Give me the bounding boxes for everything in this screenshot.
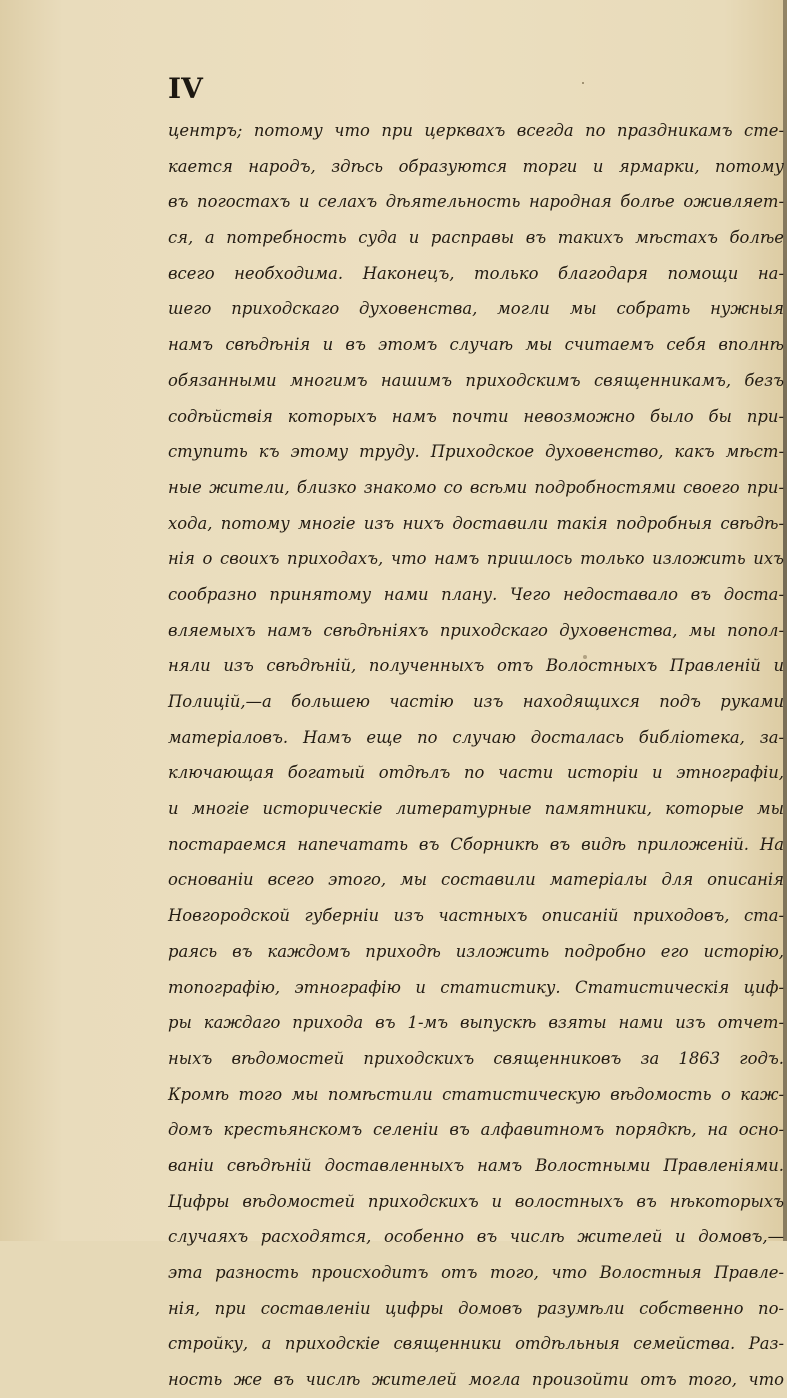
text-line: ваніи свѣдѣній доставленныхъ намъ Волостными Правленіями. (168, 1155, 784, 1175)
text-line: постараемся напечатать въ Сборникѣ въ видѣ приложеній. На (168, 834, 784, 854)
text-line: и многіе историческіе литературные памятники, которые мы (168, 799, 784, 819)
text-line: эта разность происходитъ отъ того, что Волостныя Правле- (168, 1263, 784, 1282)
text-line: топографію, этнографію и статистику. Статистическія циф- (168, 977, 784, 997)
text-line: матеріаловъ. Намъ еще по случаю досталась библіотека, за- (168, 727, 784, 747)
text-line: Полицій,—а большею частію изъ находящихся подъ руками (168, 692, 784, 711)
text-line: центръ; потому что при церквахъ всегда по праздникамъ сте- (168, 121, 784, 140)
text-line: ключающая богатый отдѣлъ по части исторіи и этнографіи, (168, 763, 784, 783)
text-line: содѣйствія которыхъ намъ почти невозможно было бы при- (168, 406, 784, 426)
text-line: ступить къ этому труду. Приходское духовенство, какъ мѣст- (168, 442, 784, 462)
text-line: ность же въ числѣ жителей могла произойти отъ того, что (168, 1370, 784, 1390)
text-line: няли изъ свѣдѣній, полученныхъ отъ Волостныхъ Правленій и (168, 656, 784, 676)
text-line: Цифры вѣдомостей приходскихъ и волостныхъ въ нѣкоторыхъ (168, 1191, 784, 1211)
text-line: вляемыхъ намъ свѣдѣніяхъ приходскаго духовенства, мы попол- (168, 620, 784, 640)
text-line: ныхъ вѣдомостей приходскихъ священниковъ за 1863 годъ. (168, 1048, 784, 1068)
text-line: хода, потому многіе изъ нихъ доставили такія подробныя свѣдѣ- (168, 513, 784, 533)
text-line: въ погостахъ и селахъ дѣятельность народная болѣе оживляет- (168, 192, 784, 212)
text-line: домъ крестьянскомъ селеніи въ алфавитномъ порядкѣ, на осно- (168, 1120, 784, 1140)
text-line: всего необходима. Наконецъ, только благодаря помощи на- (168, 263, 784, 283)
text-line: основаніи всего этого, мы составили матеріалы для описанія (168, 870, 784, 890)
text-line: нія, при составленіи цифры домовъ разумѣли собственно по- (168, 1298, 784, 1318)
paper-speck (582, 82, 584, 84)
page-number: IV (168, 72, 203, 105)
body-text (168, 113, 784, 1398)
text-line: сообразно принятому нами плану. Чего недоставало въ доста- (168, 584, 784, 604)
text-line: нія о своихъ приходахъ, что намъ пришлось только изложить ихъ (168, 549, 784, 569)
text-line: ры каждаго прихода въ 1-мъ выпускѣ взяты нами изъ отчет- (168, 1013, 784, 1033)
text-line: намъ свѣдѣнія и въ этомъ случаѣ мы считаемъ себя вполнѣ (168, 335, 784, 355)
text-line: случаяхъ расходятся, особенно въ числѣ жителей и домовъ,— (168, 1227, 784, 1247)
text-line: ся, а потребность суда и расправы въ такихъ мѣстахъ болѣе (168, 228, 784, 248)
text-line: обязанными многимъ нашимъ приходскимъ священникамъ, безъ (168, 370, 784, 390)
text-line: ные жители, близко знакомо со всѣми подробностями своего при- (168, 477, 784, 497)
text-line: Новгородской губерніи изъ частныхъ описаній приходовъ, ста- (168, 906, 784, 926)
text-line: Кромѣ того мы помѣстили статистическую вѣдомость о каж- (168, 1084, 784, 1104)
text-line: раясь въ каждомъ приходѣ изложить подробно его исторію, (168, 941, 784, 961)
text-line: кается народъ, здѣсь образуются торги и ярмарки, потому (168, 156, 784, 176)
text-line: стройку, а приходскіе священники отдѣльныя семейства. Раз- (168, 1334, 784, 1354)
text-line: шего приходскаго духовенства, могли мы собрать нужныя (168, 299, 784, 319)
